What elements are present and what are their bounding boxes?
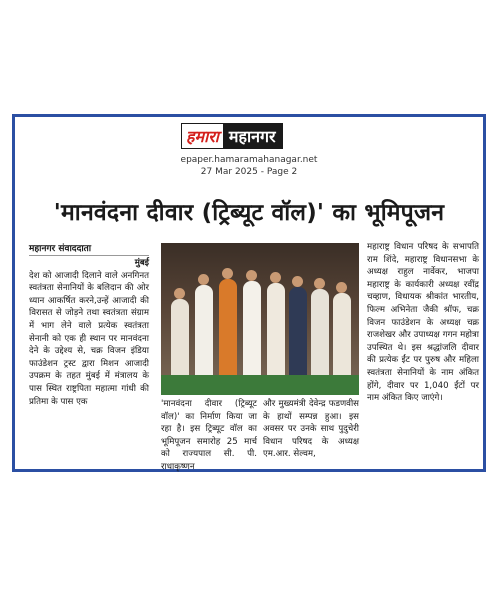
column-1-text: देश को आजादी दिलाने वाले अनगिनत स्वतंत्रता सेनानियों के बलिदान की ओर ध्यान आकर्षित करने,उन्हें आजादी की विरासत से जोड़ने तथा स्वतंत्रता संग्राम में भाग लेने वाले प्रत्येक स्वतंत्रता सेनानी को एक ही स्थान पर मानवंदना देने के उद्देश्य से, चक्र विजन इंडिया फाउंडेशन ट्रस्ट द्वारा मिशन आजादी उपक्रम के तहत मुंबई में मंत्रालय के पास स्थित राष्ट्रपिता महात्मा गांधी की प्रतिमा के पास एक — [29, 270, 149, 407]
article-column-3: महाराष्ट्र विधान परिषद के सभापति राम शिंदे, महाराष्ट्र विधानसभा के अध्यक्ष राहुल नार्वेकर, भाजपा महाराष्ट्र के कार्यकारी अध्यक्ष रवींद्र चव्हाण, विधायक श्रीकांत भारतीय, फिल्म अभिनेता जैकी श्रॉफ, चक्र विजन फाउंडेशन के अध्यक्ष चक्र राजशेखर और उपाध्यक्ष गगन महोत्रा उपस्थित थे। इस श्रद्धांजलि दीवार की प्रत्येक ईंट पर पुरुष और महिला स्वतंत्रता सेनानियों के नाम अंकित होंगे, दीवार पर 1,040 ईंटों पर नाम अंकित किए जाएंगे। — [367, 242, 479, 404]
event-photo — [161, 243, 359, 395]
article-column-2a: 'मानवंदना दीवार (ट्रिब्यूट वॉल)' का निर्माण किया जा रहा है। इस ट्रिब्यूट वॉल का भूमिपूजन समारोह 25 मार्च को राज्यपाल सी. पी. राधाकृष्णन — [161, 399, 257, 472]
newspaper-masthead-logo — [181, 123, 283, 149]
article-headline: 'मानवंदना दीवार (ट्रिब्यूट वॉल)' का भूमिपूजन — [53, 200, 445, 226]
epaper-url: epaper.hamaramahanagar.net — [180, 155, 318, 165]
masthead-left-word: हमारा — [182, 124, 223, 148]
article-column-2b: और मुख्यमंत्री देवेन्द्र फडणवीस के हाथों सम्पन्न हुआ। इस अवसर पर उनके साथ पुदुचेरी विधान परिषद के अध्यक्ष एम.आर. सेल्वम, — [263, 399, 359, 460]
article-column-1 — [29, 257, 149, 408]
edition-date-page: 27 Mar 2025 - Page 2 — [200, 167, 298, 177]
newspaper-clipping — [12, 114, 486, 472]
masthead-right-word: महानगर — [223, 124, 282, 148]
article-byline: महानगर संवाददाता — [29, 241, 149, 256]
dateline: मुंबई — [134, 258, 149, 268]
